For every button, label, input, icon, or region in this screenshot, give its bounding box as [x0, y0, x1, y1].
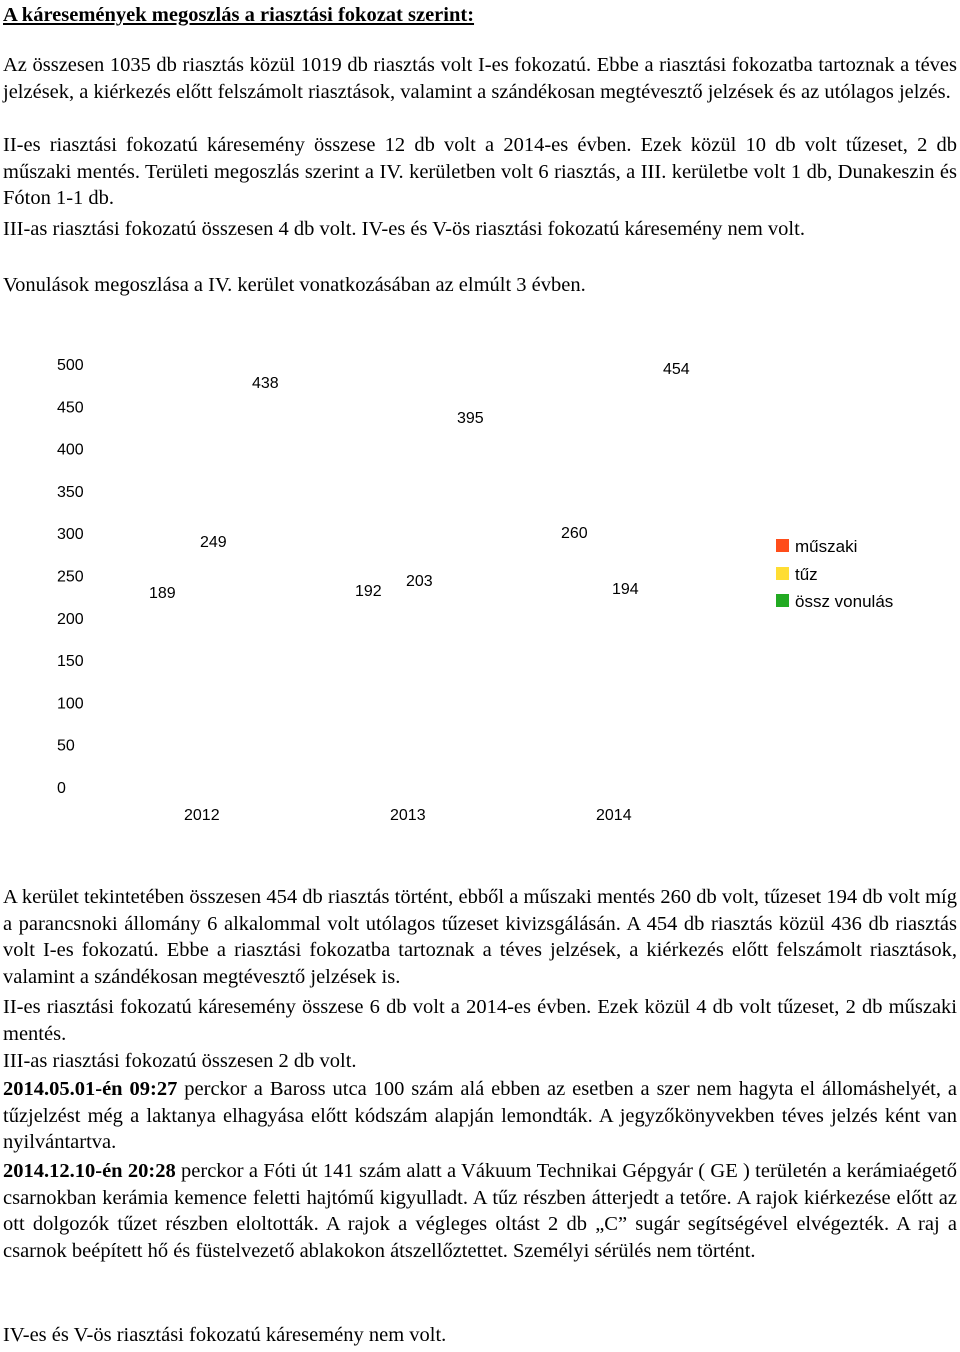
y-tick-label: 400: [57, 441, 84, 459]
bar-2013-1: [395, 615, 446, 787]
data-label: 249: [200, 534, 227, 551]
closing-paragraph: IV-es és V-ös riasztási fokozatú káresemény nem volt.: [3, 1324, 447, 1346]
bar-2014-2: [652, 403, 703, 787]
y-tick-label: 350: [57, 483, 84, 501]
y-tick-label: 0: [57, 780, 66, 797]
bar-2014-0: [550, 567, 601, 787]
legend-label: műszaki: [795, 537, 858, 556]
data-label: 260: [561, 525, 588, 542]
event1-paragraph: [3, 1076, 957, 1156]
legend-swatch-2: [776, 594, 789, 607]
y-tick-label: 250: [57, 568, 84, 586]
y-tick-label: 500: [57, 357, 84, 374]
chart-caption: Vonulások megoszlása a IV. kerület vonatkozásában az elmúlt 3 évben.: [3, 274, 586, 296]
y-tick-label: 450: [57, 399, 84, 417]
y-tick-label: 100: [57, 695, 84, 713]
data-label: 438: [252, 375, 279, 392]
legend-label: össz vonulás: [795, 592, 894, 611]
x-tick-label: 2013: [390, 807, 426, 824]
data-label: 194: [612, 581, 639, 598]
district-level3-paragraph: III-as riasztási fokozatú összesen 2 db volt.: [3, 1050, 357, 1072]
bar-2013-0: [344, 625, 395, 787]
district-level2-paragraph: II-es riasztási fokozatú káresemény összese 6 db volt a 2014-es évben. Ezek közül 4 db volt tűzeset, 2 db műszaki mentés.: [3, 996, 957, 1045]
event2-paragraph: [3, 1158, 957, 1264]
legend-label: tűz: [795, 565, 818, 584]
bar-2014-1: [601, 623, 652, 787]
x-tick-label: 2012: [184, 807, 220, 824]
x-tick-label: 2014: [596, 807, 632, 824]
bar-2012-1: [189, 576, 240, 787]
intro-paragraph: Az összesen 1035 db riasztás közül 1019 db riasztás volt I-es fokozatú. Ebbe a riasztási fokozatba tartoznak a téves jelzések, a kiérkezés előtt felszámolt riasztások, valamint a szándékosan megtévesztő jelzések és az utólagos jelzés.: [3, 54, 957, 103]
data-label: 395: [457, 410, 484, 427]
y-tick-label: 50: [57, 737, 75, 755]
y-tick-label: 200: [57, 610, 84, 628]
data-label: 192: [355, 583, 382, 600]
y-tick-label: 300: [57, 526, 84, 544]
district-paragraph: A kerület tekintetében összesen 454 db riasztás történt, ebből a műszaki mentés 260 db volt, tűzeset 194 db volt míg a parancsnoki állomány 6 alkalommal volt utólagos tűzeset kivizsgálásán. A 454 db riasztás közül 436 db riasztás volt I-es fokozatú. Ebbe a riasztási fokozatba tartoznak a téves jelzések, a kiérkezés előtt felszámolt riasztások, valamint a szándékosan megtévesztő jelzések is.: [3, 886, 957, 988]
event1-date: 2014.05.01-én 09:27: [3, 1078, 178, 1100]
legend-swatch-0: [776, 539, 789, 552]
bar-2012-2: [240, 416, 291, 787]
level2-paragraph: II-es riasztási fokozatú káresemény összese 12 db volt a 2014-es évben. Ezek közül 10 db volt tűzeset, 2 db műszaki mentés. Területi megoszlás szerint a IV. kerületben volt 6 riasztás, a III. kerületbe volt 1 db, Dunakeszin és Fóton 1-1 db.: [3, 134, 957, 209]
bar-2012-0: [138, 627, 189, 787]
bar-2013-2: [446, 453, 497, 787]
legend-swatch-1: [776, 567, 789, 580]
event1-text: perckor a Baross utca 100 szám alá ebben az esetben a szer nem hagyta el állomáshelyét, a tűzjelzést még a laktanya elhagyása előtt kódszám alapján lemondták. A jegyzőkönyvekben téves jelzés ként van nyilvántartva.: [3, 1078, 958, 1153]
data-label: 189: [149, 585, 176, 602]
section-heading: A káresemények megoszlás a riasztási fokozat szerint:: [3, 4, 475, 26]
event2-text: perckor a Fóti út 141 szám alatt a Vákuum Technikai Gépgyár ( GE ) területén a kerámiaégető csarnokban kerámia kemence feletti hajtómű kigyulladt. A tűz részben átterjedt a tetőre. A rajok kiérkezése előtt az ott dolgozók tűzet részben eloltották. A rajok a végleges oltást 2 db „C” sugár segítségével elvégezték. A raj a csarnok beépített hő és füstelvezető ablakokon átszellőztettet. Személyi sérülés nem történt.: [3, 1160, 958, 1262]
y-tick-label: 150: [57, 653, 84, 671]
event2-date: 2014.12.10-én 20:28: [3, 1160, 176, 1182]
data-label: 203: [406, 573, 433, 590]
alarm-distribution-chart: [0, 340, 960, 840]
level3-paragraph: III-as riasztási fokozatú összesen 4 db volt. IV-es és V-ös riasztási fokozatú káresemény nem volt.: [3, 218, 805, 240]
data-label: 454: [663, 361, 690, 378]
